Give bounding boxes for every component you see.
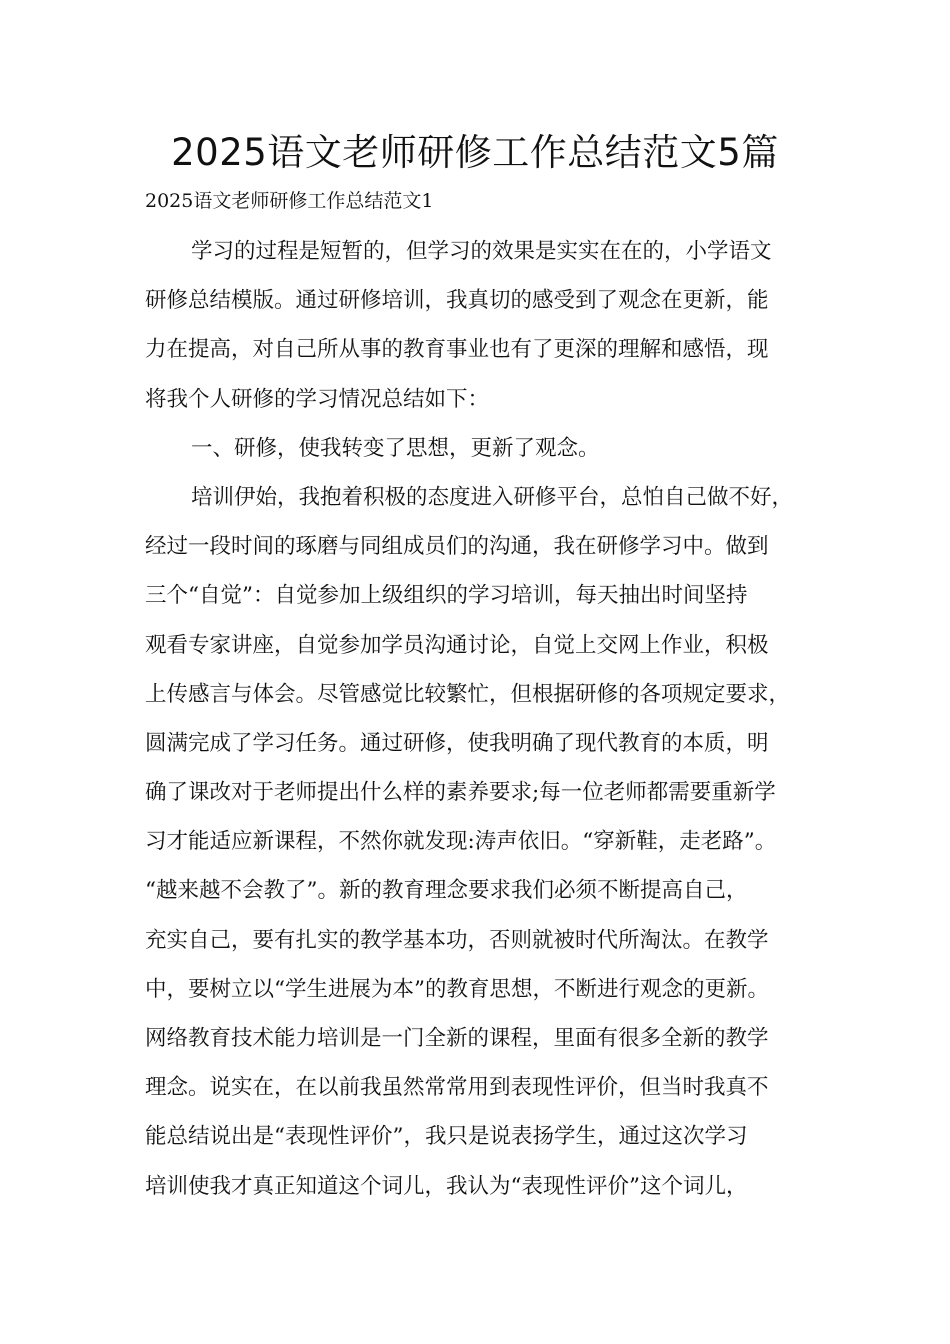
text-line: 学习的过程是短暂的，但学习的效果是实实在在的，小学语文	[191, 239, 772, 264]
body-text	[145, 227, 825, 1211]
text-line: 将我个人研修的学习情况总结如下：	[145, 386, 490, 412]
text-line: “越来越不会教了”。新的教育理念要求我们必须不断提高自己，	[145, 878, 748, 904]
text-line: 圆满完成了学习任务。通过研修，使我明确了现代教育的本质，明	[145, 730, 769, 756]
text-line: 能总结说出是“表现性评价”，我只是说表扬学生，通过这次学习	[145, 1124, 748, 1150]
section-subtitle: 2025语文老师研修工作总结范文1	[145, 190, 434, 212]
text-line: 习才能适应新课程，不然你就发现:涛声依旧。“穿新鞋，走老路”。	[145, 829, 777, 855]
text-line: 上传感言与体会。尽管感觉比较繁忙，但根据研修的各项规定要求，	[145, 681, 791, 707]
text-line: 经过一段时间的琢磨与同组成员们的沟通，我在研修学习中。做到	[145, 534, 769, 560]
text-line: 培训使我才真正知道这个词儿，我认为“表现性评价”这个词儿，	[145, 1173, 748, 1199]
text-line: 中，要树立以“学生进展为本”的教育思想，不断进行观念的更新。	[145, 976, 769, 1002]
text-line: 网络教育技术能力培训是一门全新的课程，里面有很多全新的教学	[145, 1026, 769, 1051]
text-line: 理念。说实在，在以前我虽然常常用到表现性评价，但当时我真不	[145, 1075, 769, 1101]
text-line: 研修总结模版。通过研修培训，我真切的感受到了观念在更新，能	[145, 288, 769, 314]
text-line: 三个“自觉”：自觉参加上级组织的学习培训，每天抽出时间坚持	[145, 583, 748, 609]
text-line: 确了课改对于老师提出什么样的素养要求;每一位老师都需要重新学	[145, 780, 776, 806]
text-line: 培训伊始，我抱着积极的态度进入研修平台，总怕自己做不好，	[191, 484, 794, 510]
document-title: 2025语文老师研修工作总结范文5篇	[171, 131, 779, 174]
text-line: 一、研修，使我转变了思想，更新了观念。	[191, 435, 600, 461]
text-line: 力在提高，对自己所从事的教育事业也有了更深的理解和感悟，现	[145, 337, 769, 363]
text-line: 充实自己，要有扎实的教学基本功，否则就被时代所淘汰。在教学	[145, 927, 769, 953]
text-line: 观看专家讲座，自觉参加学员沟通讨论，自觉上交网上作业，积极	[145, 632, 769, 658]
